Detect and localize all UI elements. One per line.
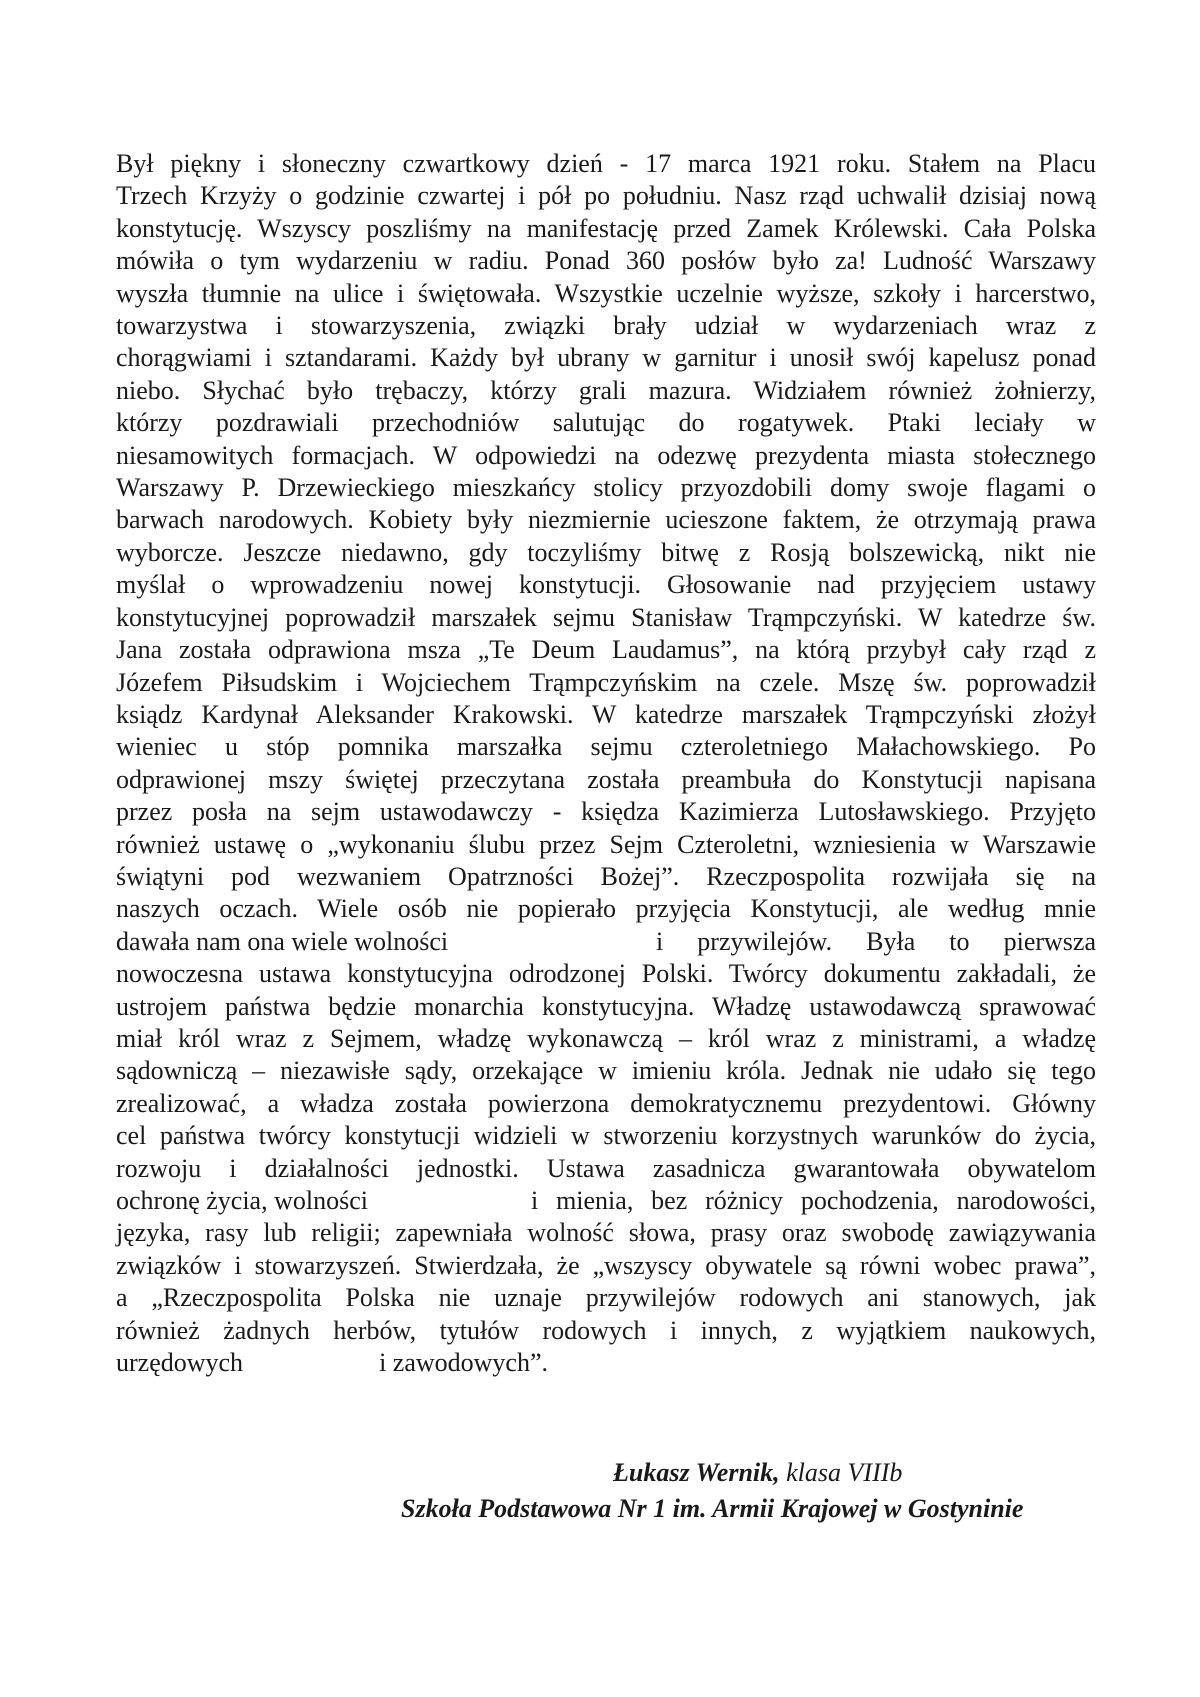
text-line: Warszawy P. Drzewieckiego mieszkańcy stolicy przyozdobili domy swoje flagami o — [116, 473, 1096, 503]
text-line: naszych oczach. Wiele osób nie popierało przyjęcia Konstytucji, ale według mnie — [116, 894, 1096, 924]
text-line: Trzech Krzyży o godzinie czwartej i pół po południu. Nasz rząd uchwalił dzisiaj nową — [116, 181, 1096, 211]
text-line: odprawionej mszy świętej przeczytana została preambuła do Konstytucji napisana — [116, 764, 1096, 794]
text-line: również ustawę o „wykonaniu ślubu przez Sejm Czteroletni, wzniesienia w Warszawie — [116, 829, 1096, 859]
text-line: wieniec u stóp pomnika marszałka sejmu czteroletniego Małachowskiego. Po — [116, 732, 1096, 762]
text-line: barwach narodowych. Kobiety były niezmiernie ucieszone faktem, że otrzymają prawa — [116, 505, 1096, 535]
text-line: również żadnych herbów, tytułów rodowych i innych, z wyjątkiem naukowych, — [116, 1315, 1096, 1345]
signature-block — [116, 1455, 1100, 1527]
text-line: konstytucję. Wszyscy poszliśmy na manifestację przed Zamek Królewski. Cała Polska — [116, 213, 1096, 243]
text-line: świątyni pod wezwaniem Opatrzności Bożej”. Rzeczpospolita rozwijała się na — [116, 861, 1096, 891]
text-line: towarzystwa i stowarzyszenia, związki brały udział w wydarzeniach wraz z — [116, 311, 1096, 341]
text-line: języka, rasy lub religii; zapewniała wolność słowa, prasy oraz swobodę zawiązywania — [116, 1218, 1096, 1248]
text-line-with-gap — [116, 1347, 1096, 1379]
text-line: wyszła tłumnie na ulice i świętowała. Wszystkie uczelnie wyższe, szkoły i harcerstwo, — [116, 278, 1096, 308]
text-segment: i mienia, bez różnicy pochodzenia, narodowości, — [531, 1186, 1096, 1215]
text-line: niesamowitych formacjach. W odpowiedzi na odezwę prezydenta miasta stołecznego — [116, 440, 1096, 470]
text-line: związków i stowarzyszeń. Stwierdzała, że „wszyscy obywatele są równi wobec prawa”, — [116, 1250, 1096, 1280]
text-line: przez posła na sejm ustawodawczy - księdza Kazimierza Lutosławskiego. Przyjęto — [116, 797, 1096, 827]
text-line: konstytucyjnej poprowadził marszałek sejmu Stanisław Trąmpczyński. W katedrze św. — [116, 602, 1096, 632]
text-line: sądowniczą – niezawisłe sądy, orzekające w imieniu króla. Jednak nie udało się tego — [116, 1056, 1096, 1086]
text-line: mówiła o tym wydarzeniu w radiu. Ponad 360 posłów było za! Ludność Warszawy — [116, 246, 1096, 276]
text-line: zrealizować, a władza została powierzona demokratycznemu prezydentowi. Główny — [116, 1088, 1096, 1118]
text-segment: i przywilejów. Była to pierwsza — [656, 926, 1096, 956]
author-name: Łukasz Wernik, — [613, 1458, 780, 1487]
text-segment: ochronę życia, wolności — [116, 1186, 368, 1215]
essay-text — [116, 148, 1096, 1379]
text-line: myślał o wprowadzeniu nowej konstytucji. Głosowanie nad przyjęciem ustawy — [116, 570, 1096, 600]
text-segment: urzędowych — [116, 1348, 244, 1378]
text-line: którzy pozdrawiali przechodniów salutując do rogatywek. Ptaki leciały w — [116, 408, 1096, 438]
text-segment: dawała nam ona wiele wolności — [116, 926, 449, 956]
text-line: rozwoju i działalności jednostki. Ustawa zasadnicza gwarantowała obywatelom — [116, 1153, 1096, 1183]
text-line-with-gap — [116, 1185, 1096, 1217]
text-segment: i zawodowych”. — [379, 1348, 548, 1378]
text-line: wyborcze. Jeszcze niedawno, gdy toczyliśmy bitwę z Rosją bolszewicką, nikt nie — [116, 537, 1096, 567]
text-line-with-gap — [116, 926, 1096, 958]
school-name: Szkoła Podstawowa Nr 1 im. Armii Krajowej w Gostyninie — [401, 1494, 1024, 1523]
text-line: niebo. Słychać było trębaczy, którzy grali mazura. Widziałem również żołnierzy, — [116, 375, 1096, 405]
author-line — [116, 1455, 1100, 1491]
text-line: Jana została odprawiona msza „Te Deum Laudamus”, na którą przybył cały rząd z — [116, 635, 1096, 665]
text-line: miał król wraz z Sejmem, władzę wykonawczą – król wraz z ministrami, a władzę — [116, 1023, 1096, 1053]
author-class: klasa VIIIb — [779, 1458, 903, 1487]
text-line: a „Rzeczpospolita Polska nie uznaje przywilejów rodowych ani stanowych, jak — [116, 1283, 1096, 1313]
text-line: Był piękny i słoneczny czwartkowy dzień - 17 marca 1921 roku. Stałem na Placu — [116, 149, 1096, 178]
text-line: nowoczesna ustawa konstytucyjna odrodzonej Polski. Twórcy dokumentu zakładali, że — [116, 959, 1096, 989]
text-line: chorągwiami i sztandarami. Każdy był ubrany w garnitur i unosił swój kapelusz ponad — [116, 343, 1096, 373]
text-line: cel państwa twórcy konstytucji widzieli w stworzeniu korzystnych warunków do życia, — [116, 1121, 1096, 1151]
text-line: Józefem Piłsudskim i Wojciechem Trąmpczyńskim na czele. Mszę św. poprowadził — [116, 667, 1096, 697]
text-line: ksiądz Kardynał Aleksander Krakowski. W katedrze marszałek Trąmpczyński złożył — [116, 699, 1096, 729]
text-line: ustrojem państwa będzie monarchia konstytucyjna. Władzę ustawodawczą sprawować — [116, 991, 1096, 1021]
